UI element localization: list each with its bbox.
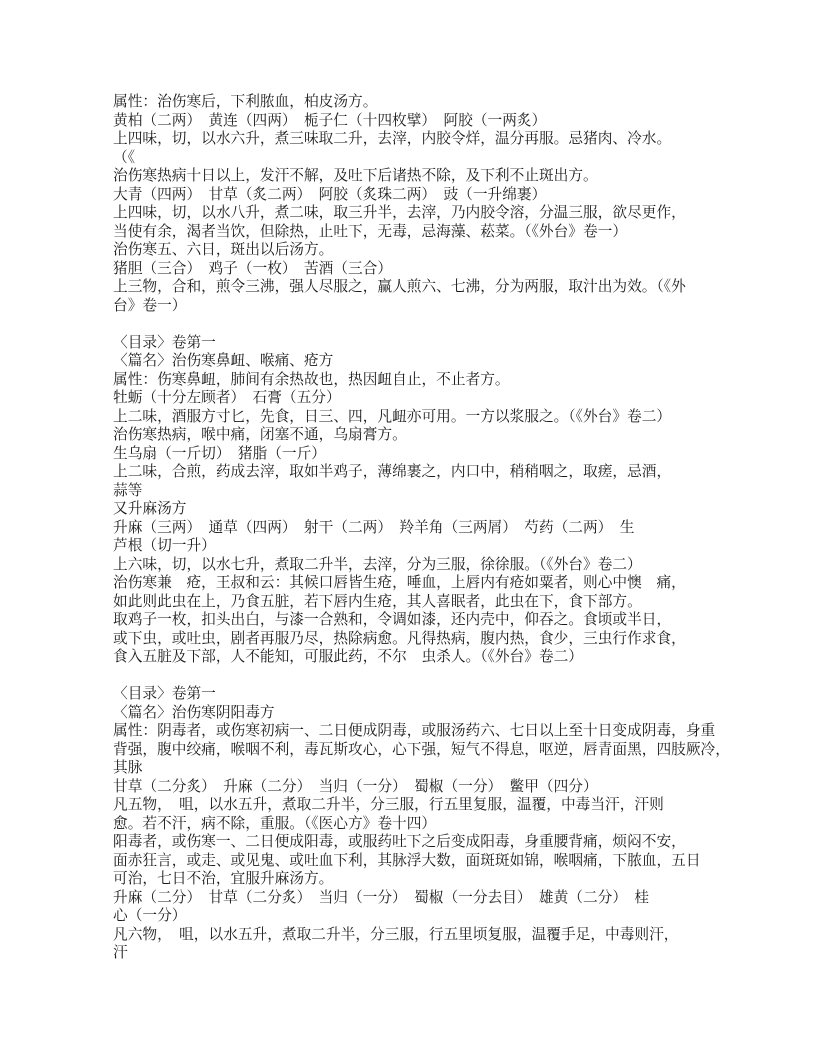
- text-line: 或下虫，或吐虫，剧者再服乃尽，热除病愈。凡得热病，腹内热，食少，三虫行作求食，: [113, 630, 686, 647]
- text-line: 治伤寒五、六日，斑出以后汤方。: [113, 242, 334, 258]
- text-line: 凡五物， 咀，以水五升，煮取二升半，分三服，行五里复服，温覆，中毒当汗，汗则: [113, 797, 664, 813]
- text-line: 芦根（切一升）: [113, 538, 216, 554]
- text-line: [113, 667, 763, 686]
- text-line: 上四味，切，以水六升，煮三味取二升，去滓，内胶令烊，温分再服。忌猪肉、冷水。: [113, 131, 672, 147]
- text-line: （《: [113, 149, 136, 166]
- text-line: 〈篇名〉治伤寒阴阳毒方: [113, 704, 275, 721]
- text-line: 上六味，切，以水七升，煮取二升半，去滓，分为三服，徐徐服。（《外台》卷二）: [113, 556, 642, 573]
- text-line: 阳毒者，或伤寒一、二日便成阳毒，或服药吐下之后变成阳毒，身重腰背痛，烦闷不安，: [113, 834, 686, 850]
- text-line: 甘草（二分炙） 升麻（二分） 当归（一分） 蜀椒（一分） 鳖甲（四分）: [113, 778, 598, 795]
- text-line: 猪胆（三合） 鸡子（一枚） 苦酒（三合）: [113, 260, 393, 277]
- text-line: 升麻（三两） 通草（四两） 射干（二两） 羚羊角（三两屑） 芍药（二两） 生: [113, 519, 635, 536]
- text-line: 生乌扇（一斤切） 猪脂（一斤）: [113, 445, 326, 462]
- text-line: 愈。若不汗，病不除，重服。（《医心方》卷十四）: [113, 815, 437, 832]
- text-line: 升麻（二分） 甘草（二分炙） 当归（一分） 蜀椒（一分去目） 雄黄（二分） 桂: [113, 889, 650, 906]
- text-line: 上二味，合煎，药成去滓，取如半鸡子，薄绵裹之，内口中，稍稍咽之，取瘥，忌酒，: [113, 464, 672, 480]
- text-line: 属性：伤寒鼻衄，肺间有余热故也，热因衄自止，不止者方。: [113, 371, 510, 388]
- text-line: 属性：阴毒者，或伤寒初病一、二日便成阴毒，或服汤药六、七日以上至十日变成阴毒，身重: [113, 723, 716, 739]
- text-line: 台》卷一）: [113, 297, 187, 314]
- text-line: 治伤寒热病十日以上，发汗不解，及吐下后诸热不除，及下利不止斑出方。: [113, 168, 598, 184]
- text-line: 取鸡子一枚，扣头出白，与漆一合熟和，令调如漆，还内壳中，仰吞之。食顷或半日，: [113, 612, 672, 628]
- text-line: 属性：治伤寒后，下利脓血，柏皮汤方。: [113, 94, 378, 110]
- text-line: 其脉: [113, 760, 143, 776]
- text-line: 〈目录〉卷第一: [113, 334, 216, 351]
- text-line: 上四味，切，以水八升，煮二味，取三升半，去滓，乃内胶令溶，分温三服，欲尽更作，: [113, 205, 686, 221]
- text-line: 食入五脏及下部，人不能知，可服此药，不尔 虫杀人。（《外台》卷二）: [113, 649, 583, 665]
- text-line: 蒜等: [113, 482, 143, 499]
- text-line: 背强，腹中绞痛，喉咽不利，毒瓦斯攻心，心下强，短气不得息，呕逆，唇青面黑，四肢厥冷，: [113, 741, 730, 758]
- text-line: 黄柏（二两） 黄连（四两） 栀子仁（十四枚擘） 阿胶（一两炙）: [113, 112, 547, 129]
- text-line: 如此则此虫在上，乃食五脏，若下唇内生疮，其人喜眠者，此虫在下，食下部方。: [113, 593, 642, 610]
- text-line: 又升麻汤方: [113, 501, 187, 517]
- text-line: 〈目录〉卷第一: [113, 686, 216, 702]
- text-line: 上二味，酒服方寸匕，先食，日三、四，凡衄亦可用。一方以浆服之。（《外台》卷二）: [113, 408, 672, 425]
- text-line: 治伤寒兼 疮，王叔和云：其候口唇皆生疮，唾血，上唇内有疮如粟者，则心中懊 痛，: [113, 575, 686, 591]
- text-line: 汗: [113, 945, 128, 961]
- text-line: 可治，七日不治，宜服升麻汤方。: [113, 871, 334, 887]
- text-line: [113, 315, 763, 334]
- text-line: 当使有余，渴者当饮，但除热，止吐下，无毒，忌海藻、菘菜。（《外台》卷一）: [113, 223, 628, 240]
- text-line: 牡蛎（十分左顾者） 石膏（五分）: [113, 390, 341, 406]
- text-line: 凡六物， 咀，以水五升，煮取二升半，分三服，行五里顷复服，温覆手足，中毒则汗，: [113, 926, 679, 943]
- text-line: 心（一分）: [113, 908, 187, 924]
- text-line: 面赤狂言，或走、或见鬼、或吐血下利，其脉浮大数，面斑斑如锦，喉咽痛，下脓血，五日: [113, 852, 701, 869]
- text-line: 治伤寒热病，喉中痛，闭塞不通，乌扇膏方。: [113, 427, 407, 443]
- text-line: 〈篇名〉治伤寒鼻衄、喉痛、疮方: [113, 353, 334, 369]
- text-line: 上三物，合和，煎令三沸，强人尽服之，赢人煎六、七沸，分为两服，取汁出为效。（《外: [113, 279, 686, 295]
- text-line: 大青（四两） 甘草（炙二两） 阿胶（炙珠二两） 豉（一升绵裹）: [113, 186, 547, 203]
- document-text: [113, 93, 763, 963]
